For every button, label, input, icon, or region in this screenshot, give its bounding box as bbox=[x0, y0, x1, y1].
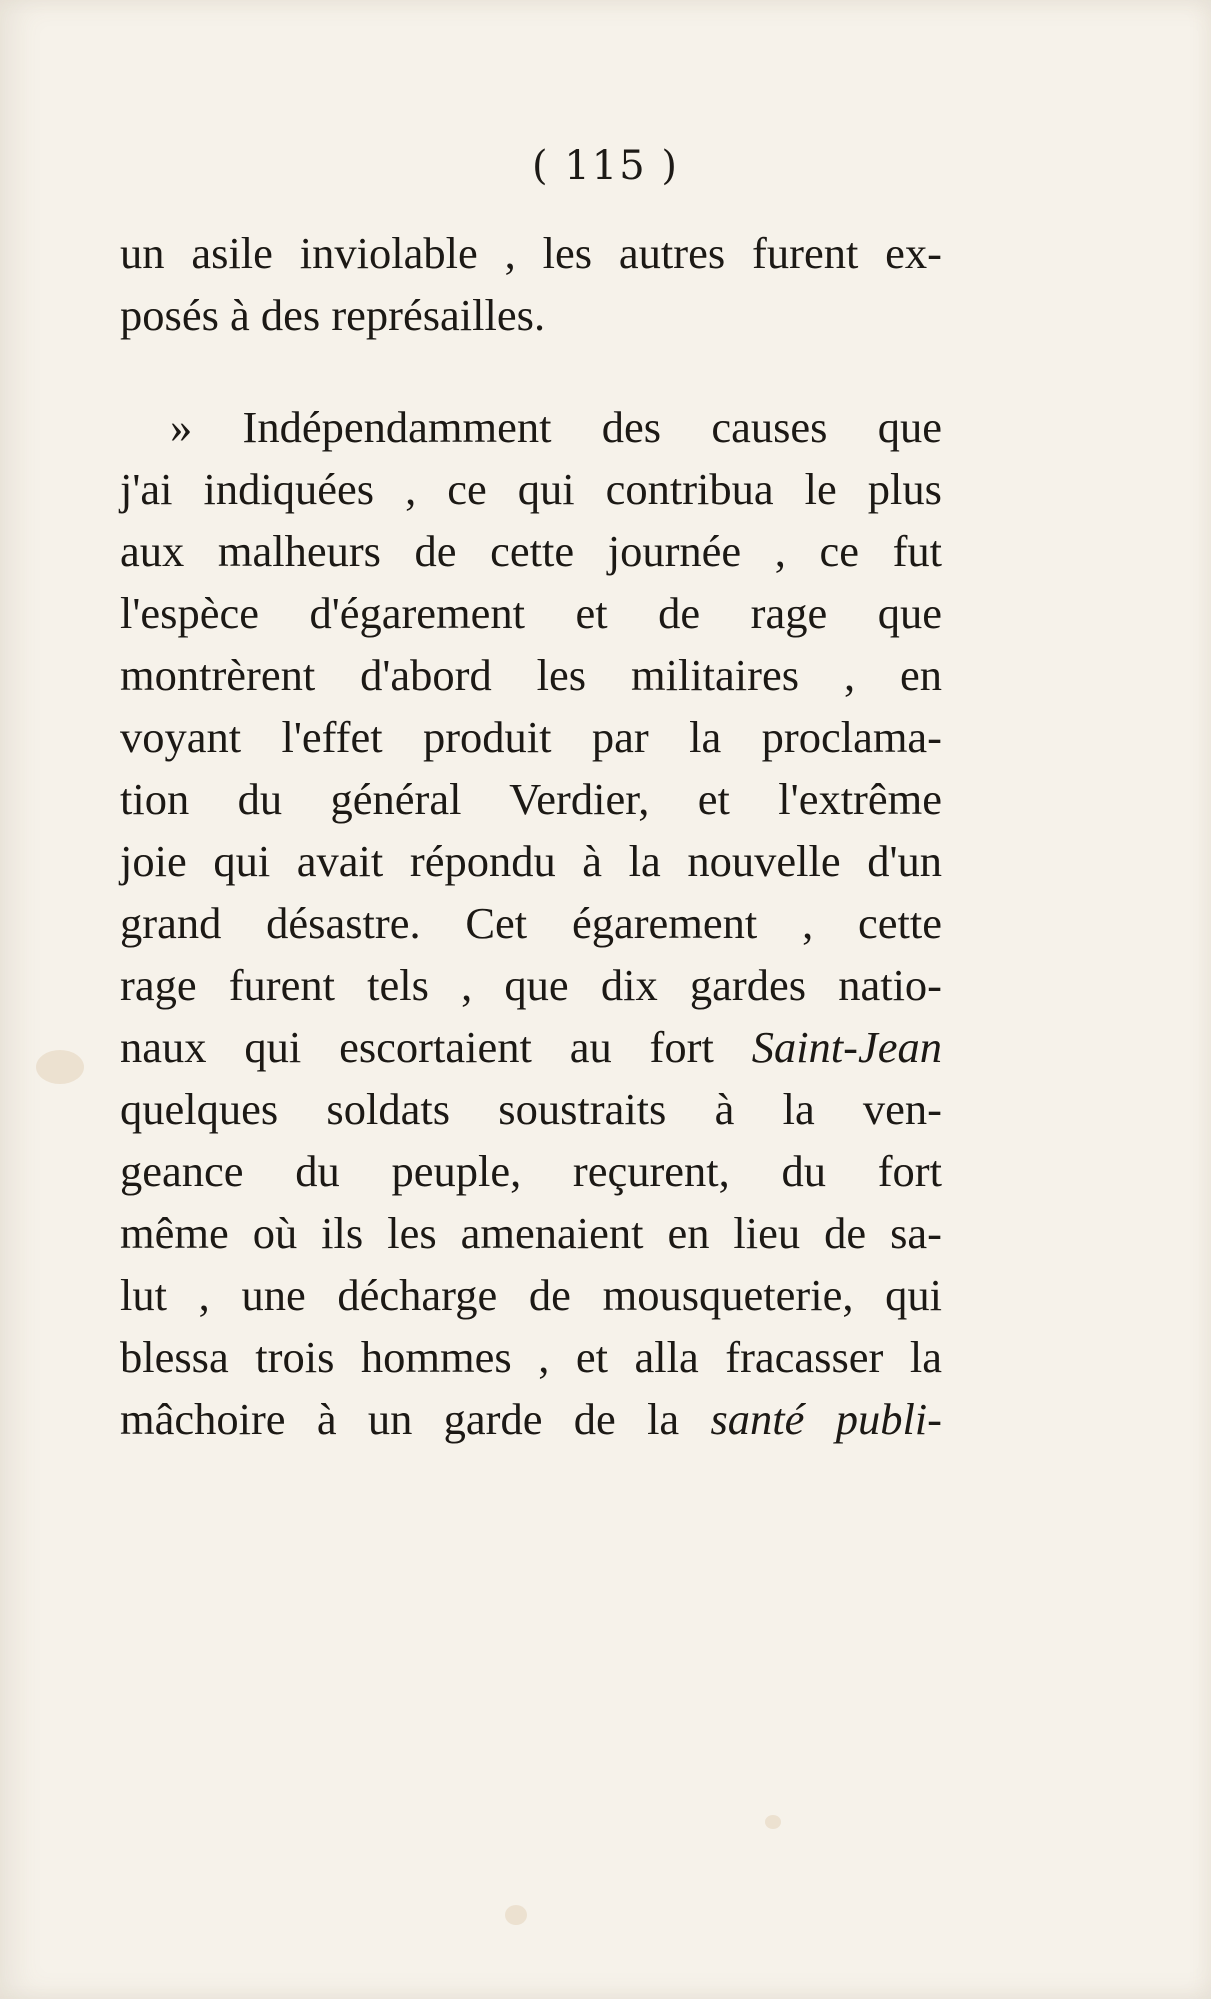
text-line: tion du général Verdier, et l'extrême bbox=[120, 774, 942, 824]
text-line: joie qui avait répondu à la nouvelle d'un bbox=[120, 836, 942, 886]
text-line: rage furent tels , que dix gardes natio- bbox=[120, 960, 942, 1010]
text-line: quelques soldats soustraits à la ven- bbox=[120, 1084, 942, 1134]
text-line: posés à des représailles. bbox=[120, 290, 546, 340]
text-line: lut , une décharge de mousqueterie, qui bbox=[120, 1270, 942, 1320]
text-line bbox=[120, 1016, 942, 1078]
text-line: » Indépendamment des causes que bbox=[170, 402, 942, 452]
text-line: même où ils les amenaient en lieu de sa- bbox=[120, 1208, 942, 1258]
paragraph-gap bbox=[120, 346, 942, 396]
text-segment: naux qui escortaient au fort bbox=[120, 1022, 752, 1072]
paper-stain bbox=[765, 1815, 781, 1829]
text-line: l'espèce d'égarement et de rage que bbox=[120, 588, 942, 638]
text-line: geance du peuple, reçurent, du fort bbox=[120, 1146, 942, 1196]
paper-stain bbox=[36, 1050, 84, 1084]
paper-stain bbox=[505, 1905, 527, 1925]
text-line: j'ai indiquées , ce qui contribua le plus bbox=[120, 464, 942, 514]
text-line: un asile inviolable , les autres furent ex- bbox=[120, 228, 942, 278]
text-line: blessa trois hommes , et alla fracasser la bbox=[120, 1332, 942, 1382]
page-number: ( 115 ) bbox=[532, 143, 679, 189]
text-line: aux malheurs de cette journée , ce fut bbox=[120, 526, 942, 576]
text-line: montrèrent d'abord les militaires , en bbox=[120, 650, 942, 700]
italic-place-name: Saint-Jean bbox=[751, 1022, 942, 1072]
text-segment: mâchoire à un garde de la bbox=[120, 1394, 711, 1444]
text-line bbox=[120, 1388, 942, 1450]
text-line: voyant l'effet produit par la proclama- bbox=[120, 712, 942, 762]
italic-phrase: santé publi- bbox=[710, 1394, 942, 1444]
body-text bbox=[120, 222, 942, 1450]
text-line: grand désastre. Cet égarement , cette bbox=[120, 898, 942, 948]
